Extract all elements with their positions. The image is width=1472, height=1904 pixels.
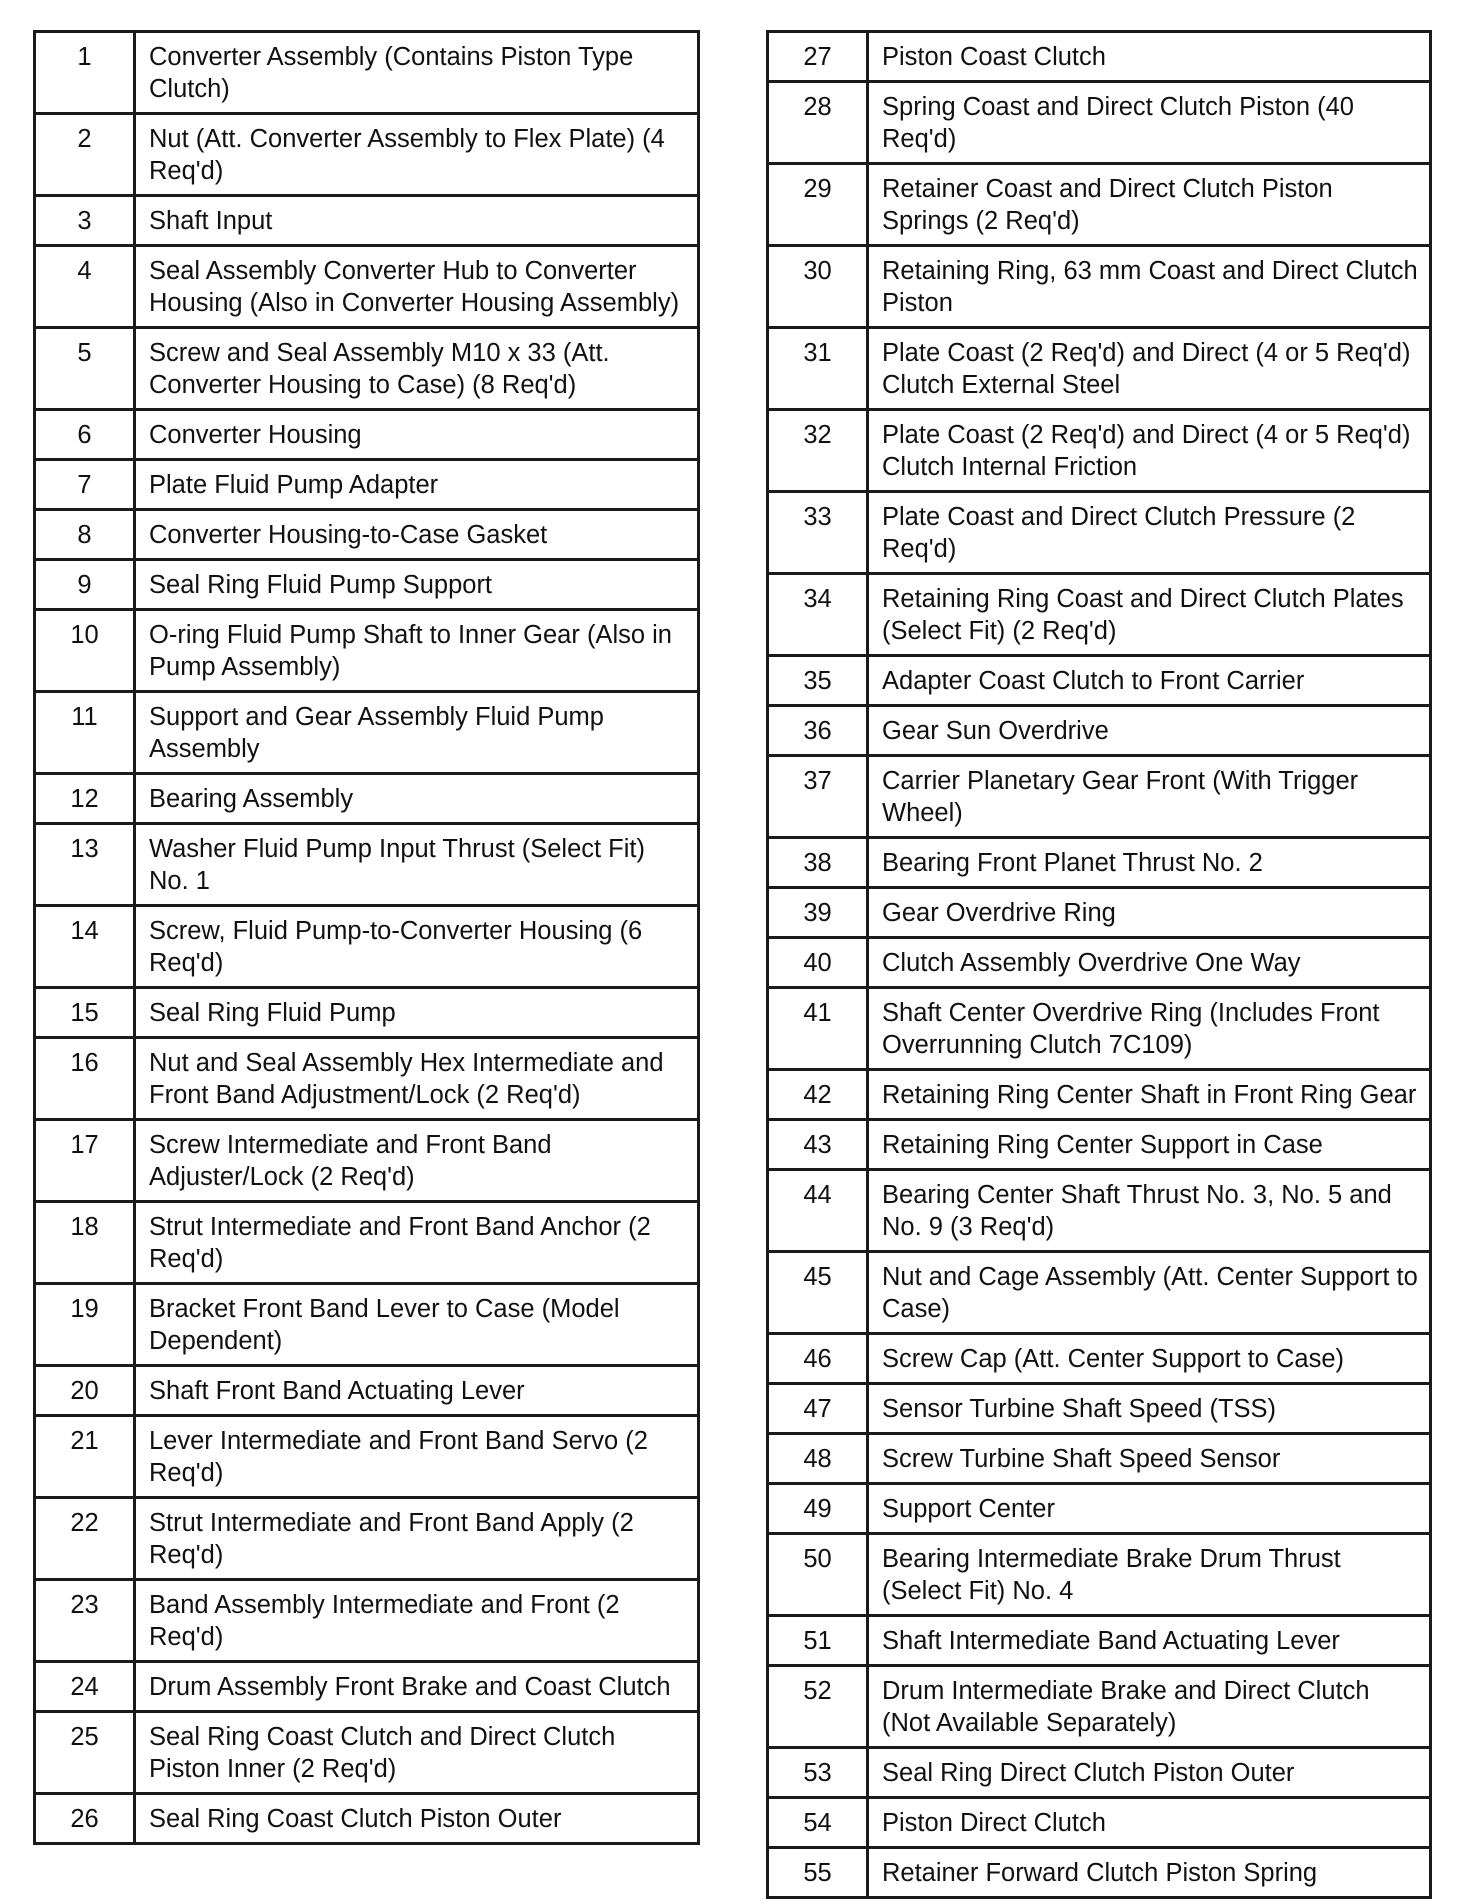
- item-number: 25: [35, 1712, 135, 1794]
- item-number: 1: [35, 32, 135, 114]
- table-row: [35, 410, 699, 460]
- table-row: [35, 1580, 699, 1662]
- table-row: [35, 610, 699, 692]
- item-description: Screw Cap (Att. Center Support to Case): [868, 1334, 1431, 1384]
- item-number: 44: [768, 1170, 868, 1252]
- table-row: [768, 938, 1431, 988]
- item-number: 28: [768, 82, 868, 164]
- table-row: [768, 1848, 1431, 1898]
- table-row: [768, 1334, 1431, 1384]
- item-number: 9: [35, 560, 135, 610]
- table-row: [35, 1712, 699, 1794]
- table-row: [768, 1534, 1431, 1616]
- item-number: 34: [768, 574, 868, 656]
- table-row: [35, 1202, 699, 1284]
- item-description: Retainer Coast and Direct Clutch Piston Springs (2 Req'd): [868, 164, 1431, 246]
- item-description: Piston Coast Clutch: [868, 32, 1431, 82]
- item-number: 24: [35, 1662, 135, 1712]
- item-description: Seal Ring Coast Clutch Piston Outer: [135, 1794, 699, 1844]
- table-row: [768, 410, 1431, 492]
- table-row: [35, 1120, 699, 1202]
- table-row: [768, 328, 1431, 410]
- table-row: [768, 246, 1431, 328]
- table-row: [768, 888, 1431, 938]
- item-description: Shaft Center Overdrive Ring (Includes Front Overrunning Clutch 7C109): [868, 988, 1431, 1070]
- table-row: [768, 1384, 1431, 1434]
- item-description: Nut and Cage Assembly (Att. Center Support to Case): [868, 1252, 1431, 1334]
- table-row: [35, 196, 699, 246]
- item-description: Drum Assembly Front Brake and Coast Clutch: [135, 1662, 699, 1712]
- table-row: [35, 1038, 699, 1120]
- table-row: [768, 1170, 1431, 1252]
- item-description: Nut and Seal Assembly Hex Intermediate and Front Band Adjustment/Lock (2 Req'd): [135, 1038, 699, 1120]
- table-row: [768, 1120, 1431, 1170]
- item-number: 19: [35, 1284, 135, 1366]
- table-row: [35, 1662, 699, 1712]
- item-number: 14: [35, 906, 135, 988]
- item-description: Converter Assembly (Contains Piston Type Clutch): [135, 32, 699, 114]
- item-description: Retaining Ring, 63 mm Coast and Direct Clutch Piston: [868, 246, 1431, 328]
- item-number: 31: [768, 328, 868, 410]
- item-number: 6: [35, 410, 135, 460]
- item-description: Piston Direct Clutch: [868, 1798, 1431, 1848]
- table-row: [35, 692, 699, 774]
- item-description: Carrier Planetary Gear Front (With Trigger Wheel): [868, 756, 1431, 838]
- table-row: [768, 574, 1431, 656]
- item-description: Plate Fluid Pump Adapter: [135, 460, 699, 510]
- item-number: 17: [35, 1120, 135, 1202]
- item-number: 35: [768, 656, 868, 706]
- table-row: [768, 988, 1431, 1070]
- table-row: [35, 1794, 699, 1844]
- item-description: Retaining Ring Center Support in Case: [868, 1120, 1431, 1170]
- table-row: [768, 1798, 1431, 1848]
- item-description: Retainer Forward Clutch Piston Spring: [868, 1848, 1431, 1898]
- table-row: [768, 1484, 1431, 1534]
- item-description: Seal Ring Direct Clutch Piston Outer: [868, 1748, 1431, 1798]
- table-row: [35, 824, 699, 906]
- item-description: Bearing Front Planet Thrust No. 2: [868, 838, 1431, 888]
- table-row: [768, 1070, 1431, 1120]
- item-number: 27: [768, 32, 868, 82]
- table-row: [768, 492, 1431, 574]
- table-row: [768, 1252, 1431, 1334]
- table-row: [768, 1748, 1431, 1798]
- item-description: Screw and Seal Assembly M10 x 33 (Att. Converter Housing to Case) (8 Req'd): [135, 328, 699, 410]
- item-number: 20: [35, 1366, 135, 1416]
- table-row: [35, 1284, 699, 1366]
- item-description: Strut Intermediate and Front Band Anchor (2 Req'd): [135, 1202, 699, 1284]
- table-row: [35, 246, 699, 328]
- item-description: Seal Ring Fluid Pump: [135, 988, 699, 1038]
- item-description: Bearing Assembly: [135, 774, 699, 824]
- item-description: Converter Housing-to-Case Gasket: [135, 510, 699, 560]
- item-description: Adapter Coast Clutch to Front Carrier: [868, 656, 1431, 706]
- item-description: Plate Coast and Direct Clutch Pressure (2 Req'd): [868, 492, 1431, 574]
- table-row: [35, 1416, 699, 1498]
- table-row: [35, 510, 699, 560]
- table-row: [35, 328, 699, 410]
- item-description: Support Center: [868, 1484, 1431, 1534]
- item-number: 15: [35, 988, 135, 1038]
- item-description: Bearing Intermediate Brake Drum Thrust (Select Fit) No. 4: [868, 1534, 1431, 1616]
- item-number: 30: [768, 246, 868, 328]
- item-number: 52: [768, 1666, 868, 1748]
- item-number: 3: [35, 196, 135, 246]
- item-description: Shaft Input: [135, 196, 699, 246]
- table-row: [35, 988, 699, 1038]
- item-description: Converter Housing: [135, 410, 699, 460]
- item-number: 18: [35, 1202, 135, 1284]
- table-row: [768, 838, 1431, 888]
- item-number: 4: [35, 246, 135, 328]
- table-row: [768, 82, 1431, 164]
- item-description: Screw Intermediate and Front Band Adjuster/Lock (2 Req'd): [135, 1120, 699, 1202]
- item-description: Support and Gear Assembly Fluid Pump Assembly: [135, 692, 699, 774]
- item-number: 16: [35, 1038, 135, 1120]
- item-description: Shaft Intermediate Band Actuating Lever: [868, 1616, 1431, 1666]
- item-number: 54: [768, 1798, 868, 1848]
- table-row: [35, 114, 699, 196]
- item-description: Retaining Ring Coast and Direct Clutch Plates (Select Fit) (2 Req'd): [868, 574, 1431, 656]
- item-description: Screw Turbine Shaft Speed Sensor: [868, 1434, 1431, 1484]
- item-number: 21: [35, 1416, 135, 1498]
- item-description: Retaining Ring Center Shaft in Front Ring Gear: [868, 1070, 1431, 1120]
- table-row: [35, 560, 699, 610]
- item-description: Shaft Front Band Actuating Lever: [135, 1366, 699, 1416]
- item-number: 53: [768, 1748, 868, 1798]
- item-number: 7: [35, 460, 135, 510]
- item-description: Seal Ring Coast Clutch and Direct Clutch Piston Inner (2 Req'd): [135, 1712, 699, 1794]
- table-row: [35, 32, 699, 114]
- item-number: 47: [768, 1384, 868, 1434]
- item-description: Gear Sun Overdrive: [868, 706, 1431, 756]
- item-number: 13: [35, 824, 135, 906]
- table-row: [768, 1666, 1431, 1748]
- item-description: O-ring Fluid Pump Shaft to Inner Gear (Also in Pump Assembly): [135, 610, 699, 692]
- table-row: [35, 1498, 699, 1580]
- item-description: Plate Coast (2 Req'd) and Direct (4 or 5 Req'd) Clutch Internal Friction: [868, 410, 1431, 492]
- item-number: 2: [35, 114, 135, 196]
- item-description: Strut Intermediate and Front Band Apply (2 Req'd): [135, 1498, 699, 1580]
- item-description: Sensor Turbine Shaft Speed (TSS): [868, 1384, 1431, 1434]
- table-row: [35, 1366, 699, 1416]
- item-number: 29: [768, 164, 868, 246]
- item-description: Band Assembly Intermediate and Front (2 Req'd): [135, 1580, 699, 1662]
- item-number: 38: [768, 838, 868, 888]
- table-row: [768, 756, 1431, 838]
- item-description: Gear Overdrive Ring: [868, 888, 1431, 938]
- item-number: 10: [35, 610, 135, 692]
- item-description: Screw, Fluid Pump-to-Converter Housing (6 Req'd): [135, 906, 699, 988]
- item-number: 5: [35, 328, 135, 410]
- item-number: 33: [768, 492, 868, 574]
- item-number: 8: [35, 510, 135, 560]
- item-number: 49: [768, 1484, 868, 1534]
- item-number: 55: [768, 1848, 868, 1898]
- item-description: Clutch Assembly Overdrive One Way: [868, 938, 1431, 988]
- item-description: Plate Coast (2 Req'd) and Direct (4 or 5 Req'd) Clutch External Steel: [868, 328, 1431, 410]
- item-description: Lever Intermediate and Front Band Servo (2 Req'd): [135, 1416, 699, 1498]
- item-description: Spring Coast and Direct Clutch Piston (40 Req'd): [868, 82, 1431, 164]
- item-number: 37: [768, 756, 868, 838]
- parts-list-body-left: [35, 32, 699, 1844]
- item-number: 32: [768, 410, 868, 492]
- item-number: 41: [768, 988, 868, 1070]
- item-description: Nut (Att. Converter Assembly to Flex Plate) (4 Req'd): [135, 114, 699, 196]
- table-row: [768, 1616, 1431, 1666]
- parts-list-table-left: [33, 30, 700, 1845]
- item-number: 23: [35, 1580, 135, 1662]
- table-row: [35, 460, 699, 510]
- item-number: 22: [35, 1498, 135, 1580]
- item-number: 43: [768, 1120, 868, 1170]
- table-row: [35, 774, 699, 824]
- parts-list-table-right: [766, 30, 1432, 1899]
- item-description: Bracket Front Band Lever to Case (Model Dependent): [135, 1284, 699, 1366]
- table-row: [768, 1434, 1431, 1484]
- table-row: [768, 32, 1431, 82]
- item-number: 36: [768, 706, 868, 756]
- item-number: 39: [768, 888, 868, 938]
- item-description: Washer Fluid Pump Input Thrust (Select Fit) No. 1: [135, 824, 699, 906]
- parts-list-body-right: [768, 32, 1431, 1898]
- item-number: 12: [35, 774, 135, 824]
- item-number: 45: [768, 1252, 868, 1334]
- item-number: 40: [768, 938, 868, 988]
- item-number: 42: [768, 1070, 868, 1120]
- item-description: Drum Intermediate Brake and Direct Clutch (Not Available Separately): [868, 1666, 1431, 1748]
- item-number: 51: [768, 1616, 868, 1666]
- item-description: Seal Ring Fluid Pump Support: [135, 560, 699, 610]
- item-number: 50: [768, 1534, 868, 1616]
- table-row: [35, 906, 699, 988]
- item-description: Bearing Center Shaft Thrust No. 3, No. 5 and No. 9 (3 Req'd): [868, 1170, 1431, 1252]
- item-number: 11: [35, 692, 135, 774]
- table-row: [768, 656, 1431, 706]
- item-number: 48: [768, 1434, 868, 1484]
- item-number: 46: [768, 1334, 868, 1384]
- item-description: Seal Assembly Converter Hub to Converter Housing (Also in Converter Housing Assembly): [135, 246, 699, 328]
- table-row: [768, 706, 1431, 756]
- table-row: [768, 164, 1431, 246]
- item-number: 26: [35, 1794, 135, 1844]
